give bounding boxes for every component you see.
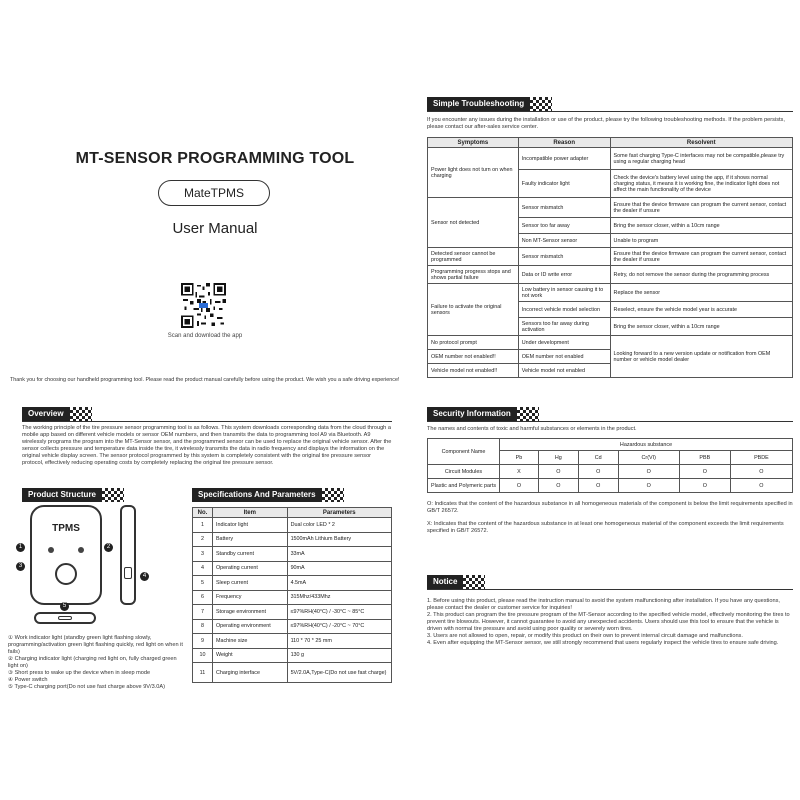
spec-item-cell: Operating current	[212, 561, 287, 576]
type-c-port[interactable]	[58, 616, 72, 620]
overview-heading: Overview	[22, 407, 92, 421]
notice-heading: Notice	[427, 575, 485, 589]
hazardous-substance-table	[427, 438, 793, 493]
spec-row	[193, 532, 392, 547]
substance-value-cell: O	[618, 465, 679, 479]
substance-header: PBB	[679, 451, 730, 465]
note-x: X: Indicates that the content of the hazardous substance in at least one homogeneous material of the component exceeds the limit requirements specified in GB/T 26572.	[427, 521, 784, 534]
charging-indicator-light	[78, 547, 84, 553]
security-intro: The names and contents of toxic and harmful substances or elements in the product.	[427, 426, 637, 432]
spec-row	[193, 634, 392, 649]
substance-value-cell: X	[500, 465, 539, 479]
specifications-table	[192, 507, 392, 683]
notice-item: 4. Even after equipping the MT-Sensor sensor, we still strongly recommend that users regularly inspect the vehicle tires to ensure safe driving.	[427, 639, 779, 646]
substance-value-cell: O	[679, 479, 730, 493]
spec-item-cell: Weight	[212, 648, 287, 663]
resolvent-cell: Looking forward to a new version update or notification from OEM number or vehicle model dealer	[610, 336, 792, 378]
device-label: TPMS	[52, 523, 80, 534]
substance-header: PBDE	[730, 451, 792, 465]
component-row	[428, 465, 793, 479]
device-bottom-view	[34, 612, 96, 624]
spec-row	[193, 605, 392, 620]
reason-cell: Faulty indicator light	[518, 170, 610, 198]
callout-5: 5	[60, 602, 69, 611]
note-o: O: Indicates that the content of the hazardous substance in all homogeneous materials of the component is below the limit requirements specified in GB/T 26572.	[427, 501, 793, 514]
resolvent-cell: Retry, do not remove the sensor during the programming process	[610, 266, 792, 284]
security-heading: Security Information	[427, 407, 539, 421]
troubleshooting-heading: Simple Troubleshooting	[427, 97, 552, 111]
legend-item: ① Work indicator light (standby green light flashing slowly, programming/activation green light flashing quickly, red light on when it fails)	[8, 635, 183, 655]
spec-param-cell: 5V/2.0A,Type-C(Do not use fast charge)	[287, 663, 391, 683]
work-indicator-light	[48, 547, 54, 553]
spec-no-cell: 3	[193, 547, 213, 562]
callout-1: 1	[16, 543, 25, 552]
troubleshooting-intro: If you encounter any issues during the installation or use of the product, please try the following troubleshooting methods. If the problem persists, please contact our after-sales service center.	[427, 117, 785, 130]
spec-param-cell: 1500mAh Lithium Battery	[287, 532, 391, 547]
resolvent-cell: Ensure that the device firmware can program the current sensor, contact the dealer if unsure	[610, 248, 792, 266]
spec-no-cell: 2	[193, 532, 213, 547]
substance-value-cell: O	[578, 479, 618, 493]
thank-you-text: Thank you for choosing our handheld programming tool. Please read the product manual carefully before using the product. We wish you a safe driving experience!	[10, 377, 400, 383]
col-header-item: Item	[212, 508, 287, 518]
spec-row	[193, 648, 392, 663]
component-name-cell: Plastic and Polymeric parts	[428, 479, 500, 493]
component-name-header: Component Name	[428, 439, 500, 465]
legend-item: ② Charging indicator light (charging red light on, fully charged green light on)	[8, 655, 177, 669]
spec-row	[193, 576, 392, 591]
substance-value-cell: O	[538, 479, 578, 493]
hazardous-group-header: Hazardous substance	[500, 439, 793, 451]
qr-code-icon[interactable]	[181, 283, 226, 328]
spec-item-cell: Standby current	[212, 547, 287, 562]
substance-value-cell: O	[730, 479, 792, 493]
callout-2: 2	[104, 543, 113, 552]
spec-item-cell: Operating environment	[212, 619, 287, 634]
col-header-reason: Reason	[518, 138, 610, 148]
spec-item-cell: Storage environment	[212, 605, 287, 620]
notice-item: 2. This product can program the tire pressure program of the MT-Sensor according to the specified vehicle model, effectively monitoring the tires to prevent tire blowouts. However, it cannot guarantee to avoid any unexpected accidents. Users should use this tool to ensure that the vehicle is driven with normal tire pressure and avoid using poor quality or severely worn tires.	[427, 611, 790, 632]
resolvent-cell: Reselect, ensure the vehicle model year is accurate	[610, 302, 792, 318]
substance-value-cell: O	[578, 465, 618, 479]
checkered-flag-icon	[463, 575, 485, 589]
callout-3: 3	[16, 562, 25, 571]
component-row	[428, 479, 793, 493]
spec-item-cell: Indicator light	[212, 518, 287, 533]
cover-title: MT-SENSOR PROGRAMMING TOOL	[75, 150, 355, 167]
legend-item: ③ Short press to wake up the device when in sleep mode	[8, 669, 151, 676]
spec-param-cell: ≤97%RH(40°C) / -30°C ~ 85°C	[287, 605, 391, 620]
reason-cell: Vehicle model not enabled	[518, 364, 610, 378]
reason-cell: Low battery in sensor causing it to not work	[518, 284, 610, 302]
spec-no-cell: 9	[193, 634, 213, 649]
substance-header: Hg	[538, 451, 578, 465]
checkered-flag-icon	[530, 97, 552, 111]
troubleshooting-table	[427, 137, 793, 378]
col-header-symptoms: Symptoms	[428, 138, 519, 148]
resolvent-cell: Replace the sensor	[610, 284, 792, 302]
col-header-parameters: Parameters	[287, 508, 391, 518]
spec-no-cell: 8	[193, 619, 213, 634]
notice-item: 3. Users are not allowed to open, repair, or modify this product on their own to prevent internal circuit damage and malfunctions.	[427, 632, 743, 639]
spec-item-cell: Frequency	[212, 590, 287, 605]
spec-item-cell: Battery	[212, 532, 287, 547]
symptom-cell: Sensor not detected	[428, 198, 519, 248]
symptom-cell: Vehicle model not enabled!!	[428, 364, 519, 378]
spec-no-cell: 7	[193, 605, 213, 620]
spec-row	[193, 518, 392, 533]
substance-header: Cr(VI)	[618, 451, 679, 465]
symptom-cell: No protocol prompt	[428, 336, 519, 350]
resolvent-cell: Some fast charging Type-C interfaces may not be compatible,please try using a regular charging head	[610, 148, 792, 170]
symptom-cell: Power light does not turn on when charging	[428, 148, 519, 198]
spec-param-cell: ≤97%RH(40°C) / -20°C ~ 70°C	[287, 619, 391, 634]
resolvent-cell: Unable to program	[610, 234, 792, 248]
spec-row	[193, 561, 392, 576]
substance-value-cell: O	[618, 479, 679, 493]
col-header-no: No.	[193, 508, 213, 518]
reason-cell: Sensor mismatch	[518, 198, 610, 218]
notice-list	[427, 598, 793, 647]
spec-param-cell: Dual color LED * 2	[287, 518, 391, 533]
reason-cell: Sensor too far away	[518, 218, 610, 234]
symptom-cell: Detected sensor cannot be programmed	[428, 248, 519, 266]
power-switch[interactable]	[124, 567, 132, 579]
spec-item-cell: Charging interface	[212, 663, 287, 683]
qr-caption: Scan and download the app	[167, 333, 243, 339]
structure-legend	[8, 635, 186, 691]
spec-param-cell: 110 * 70 * 25 mm	[287, 634, 391, 649]
reason-cell: Data or ID write error	[518, 266, 610, 284]
checkered-flag-icon	[102, 488, 124, 502]
checkered-flag-icon	[70, 407, 92, 421]
resolvent-cell: Bring the sensor closer, within a 10cm range	[610, 218, 792, 234]
checkered-flag-icon	[517, 407, 539, 421]
overview-text: The working principle of the tire pressure sensor programming tool is as follows. This system downloads corresponding data from the cloud through a mobile app based on different vehicle models or sensor OEM numbers, and then transmits the data to programming tool A9 via Bluetooth. A9 wirelessly programs the program into the MT-Sensor sensor, and the programmed sensor can be used to replace the original vehicle sensor. After the sensor collects pressure and temperature data inside the tire, it wirelessly transmits the data in radio frequency and displays the information on the original vehicle display screen. The sensor protocol programmed by this system is completely consistent with the original tire pressure sensor protocol, effectively reducing operating costs by completely replacing the original tire pressure sensor.	[22, 425, 392, 466]
reason-cell: Under development	[518, 336, 610, 350]
spec-no-cell: 5	[193, 576, 213, 591]
spec-param-cell: 90mA	[287, 561, 391, 576]
reason-cell: Incorrect vehicle model selection	[518, 302, 610, 318]
spec-no-cell: 11	[193, 663, 213, 683]
resolvent-cell: Check the device's battery level using the app, if it shows normal charging status, it means it is working fine, the indicator light does not affect the main functionality of the device	[610, 170, 792, 198]
reason-cell: Non MT-Sensor sensor	[518, 234, 610, 248]
substance-value-cell: O	[730, 465, 792, 479]
cover-subtitle: User Manual	[172, 220, 258, 237]
symptom-cell: Failure to activate the original sensors	[428, 284, 519, 336]
checkered-flag-icon	[322, 488, 344, 502]
spec-no-cell: 1	[193, 518, 213, 533]
reason-cell: Sensor mismatch	[518, 248, 610, 266]
spec-no-cell: 6	[193, 590, 213, 605]
substance-header: Cd	[578, 451, 618, 465]
device-front-view	[30, 505, 102, 605]
legend-item: ④ Power switch	[8, 676, 48, 683]
wake-button[interactable]	[55, 563, 77, 585]
symptom-cell: OEM number not enabled!!	[428, 350, 519, 364]
brand-badge: MateTPMS	[158, 180, 270, 206]
reason-cell: OEM number not enabled	[518, 350, 610, 364]
spec-param-cell: 4.5mA	[287, 576, 391, 591]
spec-param-cell: 130 g	[287, 648, 391, 663]
spec-row	[193, 619, 392, 634]
spec-no-cell: 4	[193, 561, 213, 576]
spec-item-cell: Machine size	[212, 634, 287, 649]
spec-row	[193, 590, 392, 605]
spec-item-cell: Sleep current	[212, 576, 287, 591]
symptom-cell: Programming progress stops and shows partial failure	[428, 266, 519, 284]
substance-value-cell: O	[500, 479, 539, 493]
specifications-heading: Specifications And Parameters	[192, 488, 344, 502]
legend-item: ⑤ Type-C charging port(Do not use fast charge above 9V/3.0A)	[8, 683, 165, 690]
component-name-cell: Circuit Modules	[428, 465, 500, 479]
product-structure-heading: Product Structure	[22, 488, 124, 502]
spec-row	[193, 547, 392, 562]
spec-row	[193, 663, 392, 683]
reason-cell: Incompatible power adapter	[518, 148, 610, 170]
spec-no-cell: 10	[193, 648, 213, 663]
spec-param-cell: 315Mhz/433Mhz	[287, 590, 391, 605]
resolvent-cell: Ensure that the device firmware can program the current sensor, contact the dealer if unsure	[610, 198, 792, 218]
reason-cell: Sensors too far away during activation	[518, 318, 610, 336]
substance-value-cell: O	[679, 465, 730, 479]
device-side-view	[120, 505, 136, 605]
substance-header: Pb	[500, 451, 539, 465]
resolvent-cell: Bring the sensor closer, within a 10cm range	[610, 318, 792, 336]
col-header-resolvent: Resolvent	[610, 138, 792, 148]
notice-item: 1. Before using this product, please read the instruction manual to avoid the system malfunctioning after installation. If you have any questions, please contact the dealer or customer service for inquiries!	[427, 598, 780, 611]
callout-4: 4	[140, 572, 149, 581]
substance-value-cell: O	[538, 465, 578, 479]
spec-param-cell: 33mA	[287, 547, 391, 562]
